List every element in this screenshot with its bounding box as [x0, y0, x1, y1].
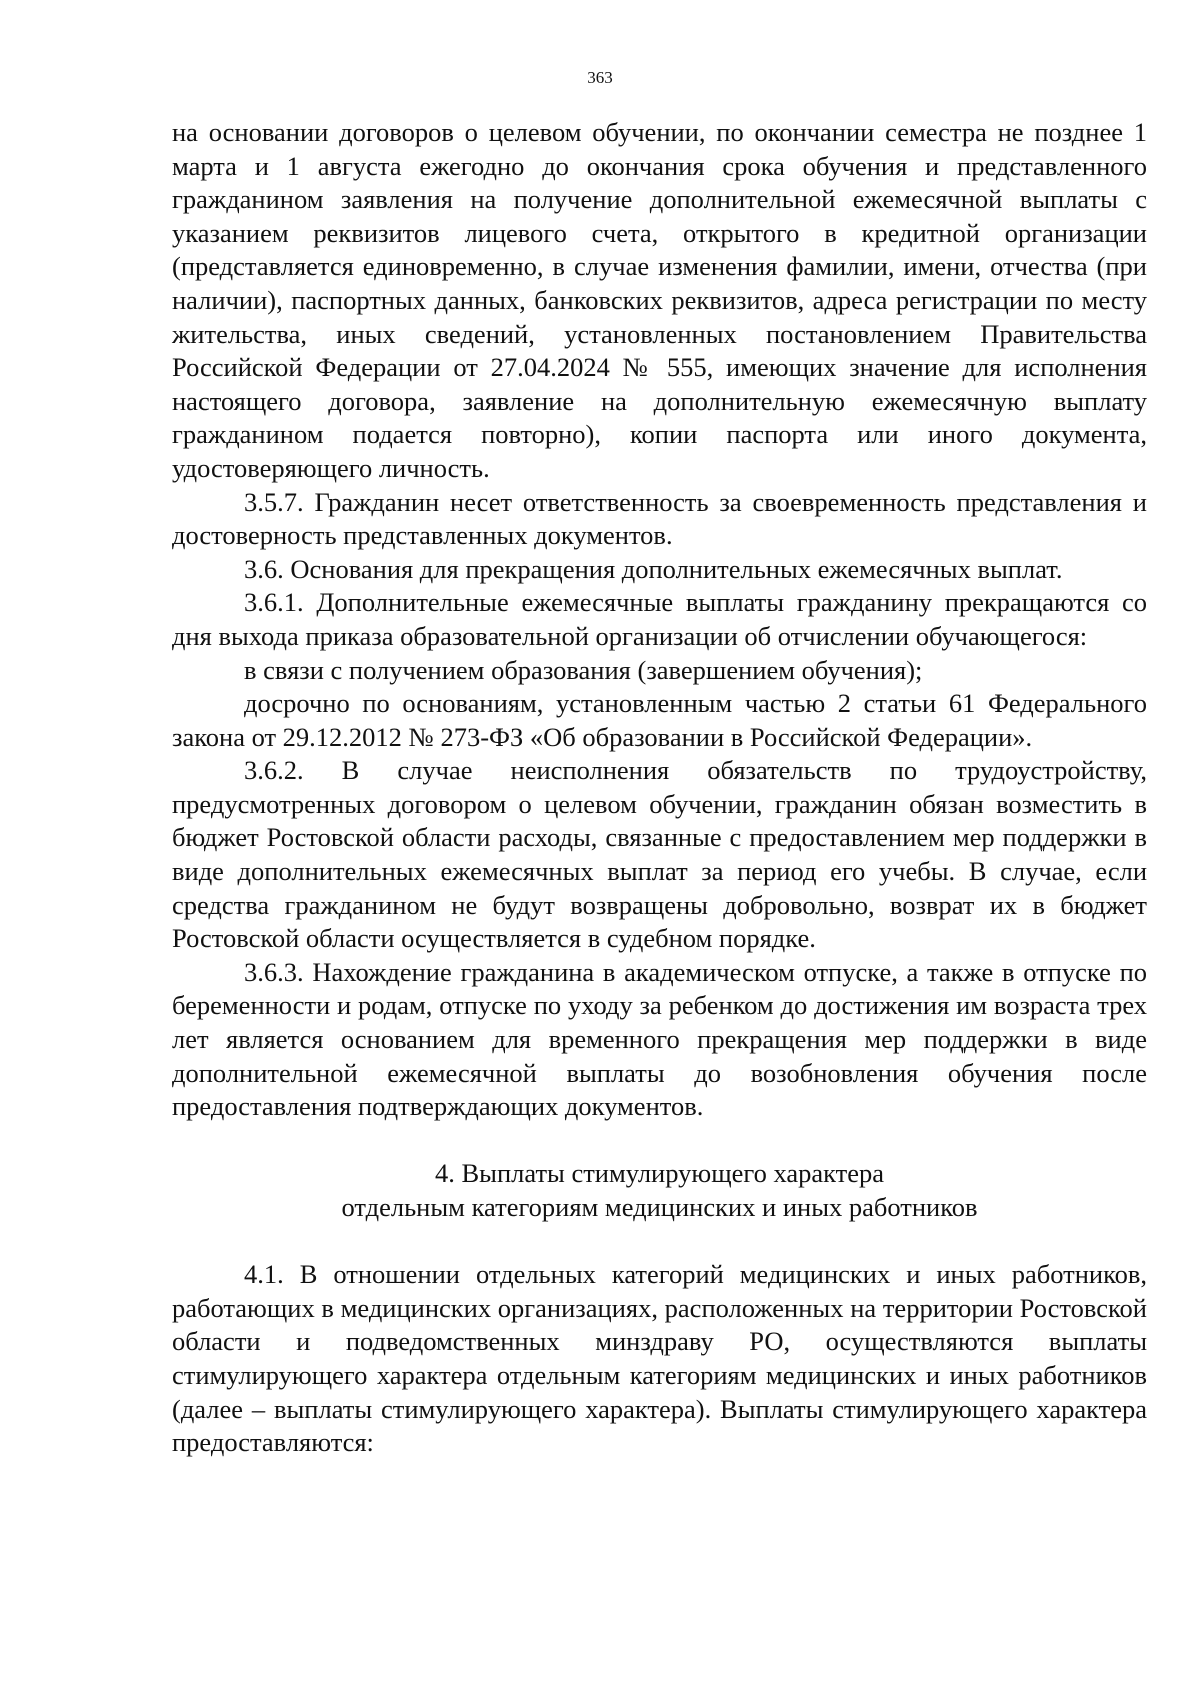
paragraph-3-5-7: 3.5.7. Гражданин несет ответственность за своевременность представления и достоверность представленных документов. [172, 486, 1147, 551]
paragraph-3-6-3: 3.6.3. Нахождение гражданина в академическом отпуске, а также в отпуске по беременности и родам, отпуске по уходу за ребенком до достижения им возраста трех лет является основанием для временного прекращения мер поддержки в виде дополнительной ежемесячной выплаты до возобновления обучения после предоставления подтверждающих документов. [172, 956, 1147, 1122]
list-item-completion: в связи с получением образования (завершением обучения); [244, 654, 923, 685]
paragraph-3-6-2: 3.6.2. В случае неисполнения обязательств по трудоустройству, предусмотренных договором о целевом обучении, гражданин обязан возместить в бюджет Ростовской области расходы, связанные с предоставлением мер поддержки в виде дополнительных ежемесячных выплат за период его учебы. В случае, если средства гражданином не будут возвращены добровольно, возврат их в бюджет Ростовской области осуществляется в судебном порядке. [172, 755, 1147, 954]
paragraph-4-1: 4.1. В отношении отдельных категорий медицинских и иных работников, работающих в медицинских организациях, расположенных на территории Ростовской области и подведомственных минздраву РО, осуществляются выплаты стимулирующего характера отдельным категориям медицинских и иных работников (далее – выплаты стимулирующего характера). Выплаты стимулирующего характера предоставляются: [172, 1259, 1147, 1458]
paragraph-3-6: 3.6. Основания для прекращения дополнительных ежемесячных выплат. [244, 553, 1063, 584]
paragraph: на основании договоров о целевом обучении, по окончании семестра не позднее 1 марта и 1 августа ежегодно до окончания срока обучения и представленного гражданином заявления на получение дополнительной ежемесячной выплаты с указанием реквизитов лицевого счета, открытого в кредитной организации (представляется единовременно, в случае изменения фамилии, имени, отчества (при наличии), паспортных данных, банковских реквизитов, адреса регистрации по месту жительства, иных сведений, установленных постановлением Правительства Российской Федерации от 27.04.2024 № 555, имеющих значение для исполнения настоящего договора, заявление на дополнительную ежемесячную выплату гражданином подается повторно), копии паспорта или иного документа, удостоверяющего личность. [172, 117, 1147, 483]
section-heading-line-1: 4. Выплаты стимулирующего характера [434, 1158, 884, 1189]
page-number: 363 [587, 68, 613, 87]
paragraph-3-6-1: 3.6.1. Дополнительные ежемесячные выплаты гражданину прекращаются со дня выхода приказа образовательной организации об отчислении обучающегося: [172, 587, 1147, 651]
section-heading-line-2: отдельным категориям медицинских и иных работников [341, 1192, 978, 1222]
section-heading [172, 1157, 1147, 1224]
list-item-early-termination: досрочно по основаниям, установленным частью 2 статьи 61 Федерального закона от 29.12.2012 № 273-ФЗ «Об образовании в Российской Федерации». [172, 688, 1147, 752]
document-body [172, 116, 1147, 1460]
